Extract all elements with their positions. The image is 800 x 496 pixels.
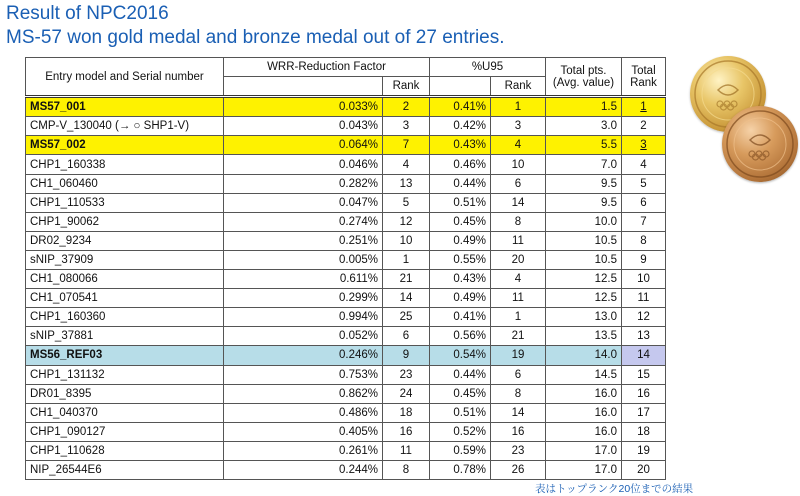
cell-total-pts: 14.0: [546, 346, 622, 365]
page-subtitle: MS-57 won gold medal and bronze medal out of 27 entries.: [6, 27, 505, 48]
table-row: [26, 441, 666, 460]
cell-wrr-rank: 7: [383, 136, 430, 155]
cell-entry: MS57_002: [26, 136, 224, 155]
cell-u95: 0.46%: [430, 155, 491, 174]
cell-entry: CHP1_160360: [26, 308, 224, 327]
header-total-rank: [622, 58, 666, 97]
cell-u95: 0.51%: [430, 403, 491, 422]
cell-u95: 0.49%: [430, 289, 491, 308]
cell-wrr: 0.043%: [224, 117, 383, 136]
cell-wrr: 0.994%: [224, 308, 383, 327]
header-u95: %U95: [430, 58, 546, 77]
cell-total-rank: 4: [622, 155, 666, 174]
cell-u95: 0.43%: [430, 136, 491, 155]
cell-u95: 0.45%: [430, 212, 491, 231]
cell-total-pts: 5.5: [546, 136, 622, 155]
cell-total-rank: 9: [622, 250, 666, 269]
cell-u95-rank: 4: [491, 136, 546, 155]
cell-u95-rank: 14: [491, 193, 546, 212]
table-row: [26, 403, 666, 422]
cell-wrr: 0.611%: [224, 270, 383, 289]
cell-wrr: 0.274%: [224, 212, 383, 231]
cell-u95-rank: 20: [491, 250, 546, 269]
cell-wrr: 0.005%: [224, 250, 383, 269]
cell-entry: sNIP_37909: [26, 250, 224, 269]
cell-entry: CHP1_110533: [26, 193, 224, 212]
cell-total-rank: 13: [622, 327, 666, 346]
cell-entry: CH1_080066: [26, 270, 224, 289]
cell-wrr-rank: 13: [383, 174, 430, 193]
cell-wrr: 0.405%: [224, 422, 383, 441]
cell-entry: CH1_070541: [26, 289, 224, 308]
cell-wrr-rank: 14: [383, 289, 430, 308]
cell-u95: 0.51%: [430, 193, 491, 212]
cell-entry: DR01_8395: [26, 384, 224, 403]
cell-total-pts: 17.0: [546, 441, 622, 460]
header-total-pts-line2: (Avg. value): [552, 76, 615, 89]
cell-total-pts: 12.5: [546, 270, 622, 289]
cell-u95-rank: 6: [491, 174, 546, 193]
cell-total-rank: 2: [622, 117, 666, 136]
cell-u95: 0.78%: [430, 460, 491, 479]
cell-wrr-rank: 1: [383, 250, 430, 269]
cell-wrr-rank: 11: [383, 441, 430, 460]
table-row: [26, 97, 666, 117]
cell-entry: sNIP_37881: [26, 327, 224, 346]
cell-wrr-rank: 18: [383, 403, 430, 422]
cell-u95-rank: 4: [491, 270, 546, 289]
cell-u95: 0.45%: [430, 384, 491, 403]
cell-total-rank: [622, 97, 666, 117]
cell-u95: 0.42%: [430, 117, 491, 136]
cell-entry: CHP1_131132: [26, 365, 224, 384]
cell-u95-rank: 1: [491, 308, 546, 327]
table-row: [26, 250, 666, 269]
cell-u95-rank: 8: [491, 212, 546, 231]
table-row: [26, 193, 666, 212]
cell-entry: MS56_REF03: [26, 346, 224, 365]
cell-total-rank-value: 1: [640, 101, 647, 114]
cell-total-rank: [622, 136, 666, 155]
cell-wrr-rank: 9: [383, 346, 430, 365]
cell-u95-rank: 11: [491, 289, 546, 308]
cell-u95-rank: 6: [491, 365, 546, 384]
header-total-rank-line1: Total: [631, 64, 656, 77]
results-body: [26, 97, 666, 480]
cell-total-rank: 15: [622, 365, 666, 384]
cell-total-rank: 7: [622, 212, 666, 231]
table-row: [26, 155, 666, 174]
cell-total-pts: 9.5: [546, 193, 622, 212]
cell-total-rank: 14: [622, 346, 666, 365]
table-row: [26, 231, 666, 250]
cell-entry: CHP1_160338: [26, 155, 224, 174]
table-row: [26, 289, 666, 308]
cell-u95-rank: 3: [491, 117, 546, 136]
cell-wrr: 0.047%: [224, 193, 383, 212]
cell-u95: 0.49%: [430, 231, 491, 250]
cell-wrr: 0.251%: [224, 231, 383, 250]
cell-total-pts: 10.5: [546, 250, 622, 269]
cell-wrr-rank: 21: [383, 270, 430, 289]
cell-u95: 0.56%: [430, 327, 491, 346]
footnote: 表はトップランク20位までの結果: [535, 483, 694, 495]
header-wrr-blank: [224, 77, 383, 97]
cell-total-rank: 11: [622, 289, 666, 308]
cell-wrr-rank: 5: [383, 193, 430, 212]
table-row: [26, 384, 666, 403]
cell-u95: 0.54%: [430, 346, 491, 365]
cell-u95-rank: 26: [491, 460, 546, 479]
cell-u95-rank: 8: [491, 384, 546, 403]
cell-wrr: 0.282%: [224, 174, 383, 193]
cell-wrr-rank: 25: [383, 308, 430, 327]
cell-wrr-rank: 4: [383, 155, 430, 174]
cell-u95: 0.41%: [430, 97, 491, 117]
cell-u95: 0.59%: [430, 441, 491, 460]
cell-total-rank: 19: [622, 441, 666, 460]
cell-u95: 0.52%: [430, 422, 491, 441]
cell-u95-rank: 1: [491, 97, 546, 117]
cell-u95-rank: 23: [491, 441, 546, 460]
cell-entry: MS57_001: [26, 97, 224, 117]
table-row: [26, 174, 666, 193]
cell-u95-rank: 11: [491, 231, 546, 250]
cell-total-pts: 16.0: [546, 422, 622, 441]
cell-wrr: 0.261%: [224, 441, 383, 460]
cell-total-rank: 6: [622, 193, 666, 212]
cell-entry: DR02_9234: [26, 231, 224, 250]
cell-total-rank: 8: [622, 231, 666, 250]
cell-wrr: 0.753%: [224, 365, 383, 384]
cell-total-rank-value: 3: [640, 139, 647, 152]
header-entry: Entry model and Serial number: [26, 58, 224, 97]
results-table: [25, 57, 666, 480]
cell-wrr: 0.064%: [224, 136, 383, 155]
cell-wrr: 0.862%: [224, 384, 383, 403]
table-row: [26, 136, 666, 155]
cell-wrr: 0.244%: [224, 460, 383, 479]
cell-u95-rank: 10: [491, 155, 546, 174]
cell-u95-rank: 14: [491, 403, 546, 422]
cell-u95: 0.44%: [430, 365, 491, 384]
cell-u95-rank: 19: [491, 346, 546, 365]
table-row: [26, 460, 666, 479]
cell-u95: 0.55%: [430, 250, 491, 269]
cell-wrr: 0.046%: [224, 155, 383, 174]
cell-u95-rank: 16: [491, 422, 546, 441]
cell-entry: CHP1_090127: [26, 422, 224, 441]
cell-wrr: 0.299%: [224, 289, 383, 308]
table-row: [26, 365, 666, 384]
cell-total-pts: 1.5: [546, 97, 622, 117]
cell-wrr: 0.033%: [224, 97, 383, 117]
cell-wrr-rank: 23: [383, 365, 430, 384]
cell-total-pts: 3.0: [546, 117, 622, 136]
header-total-pts: [546, 58, 622, 97]
cell-total-pts: 7.0: [546, 155, 622, 174]
cell-total-pts: 9.5: [546, 174, 622, 193]
cell-wrr-rank: 12: [383, 212, 430, 231]
cell-wrr-rank: 6: [383, 327, 430, 346]
cell-total-rank: 18: [622, 422, 666, 441]
cell-total-rank: 17: [622, 403, 666, 422]
cell-wrr: 0.486%: [224, 403, 383, 422]
cell-total-pts: 10.5: [546, 231, 622, 250]
cell-wrr-rank: 8: [383, 460, 430, 479]
cell-total-rank: 10: [622, 270, 666, 289]
cell-total-rank: 20: [622, 460, 666, 479]
table-row: [26, 308, 666, 327]
cell-u95: 0.44%: [430, 174, 491, 193]
cell-total-rank: 16: [622, 384, 666, 403]
cell-total-rank: 12: [622, 308, 666, 327]
cell-u95-rank: 21: [491, 327, 546, 346]
table-row: [26, 212, 666, 231]
bronze-medal-icon: [722, 106, 798, 182]
cell-total-pts: 10.0: [546, 212, 622, 231]
cell-wrr-rank: 2: [383, 97, 430, 117]
cell-entry: NIP_26544E6: [26, 460, 224, 479]
cell-total-pts: 12.5: [546, 289, 622, 308]
cell-wrr: 0.052%: [224, 327, 383, 346]
table-row: [26, 422, 666, 441]
cell-u95: 0.43%: [430, 270, 491, 289]
table-row: [26, 117, 666, 136]
cell-entry: CH1_060460: [26, 174, 224, 193]
cell-wrr-rank: 3: [383, 117, 430, 136]
cell-wrr-rank: 10: [383, 231, 430, 250]
header-wrr-rank: Rank: [383, 77, 430, 97]
cell-total-pts: 13.5: [546, 327, 622, 346]
cell-u95: 0.41%: [430, 308, 491, 327]
header-total-rank-line2: Rank: [630, 76, 657, 89]
header-wrr: WRR-Reduction Factor: [224, 58, 430, 77]
cell-total-pts: 13.0: [546, 308, 622, 327]
cell-total-pts: 16.0: [546, 384, 622, 403]
cell-entry: CH1_040370: [26, 403, 224, 422]
cell-total-pts: 17.0: [546, 460, 622, 479]
table-row: [26, 346, 666, 365]
table-row: [26, 327, 666, 346]
header-u95-rank: Rank: [491, 77, 546, 97]
cell-wrr-rank: 16: [383, 422, 430, 441]
header-total-pts-line1: Total pts.: [560, 64, 607, 77]
cell-wrr-rank: 24: [383, 384, 430, 403]
cell-total-pts: 14.5: [546, 365, 622, 384]
cell-entry: CHP1_90062: [26, 212, 224, 231]
cell-total-pts: 16.0: [546, 403, 622, 422]
cell-entry: CHP1_110628: [26, 441, 224, 460]
table-row: [26, 270, 666, 289]
cell-entry: CMP-V_130040 (→ ○ SHP1-V): [26, 117, 224, 136]
cell-total-rank: 5: [622, 174, 666, 193]
page-title: Result of NPC2016: [6, 3, 169, 24]
cell-wrr: 0.246%: [224, 346, 383, 365]
header-u95-blank: [430, 77, 491, 97]
